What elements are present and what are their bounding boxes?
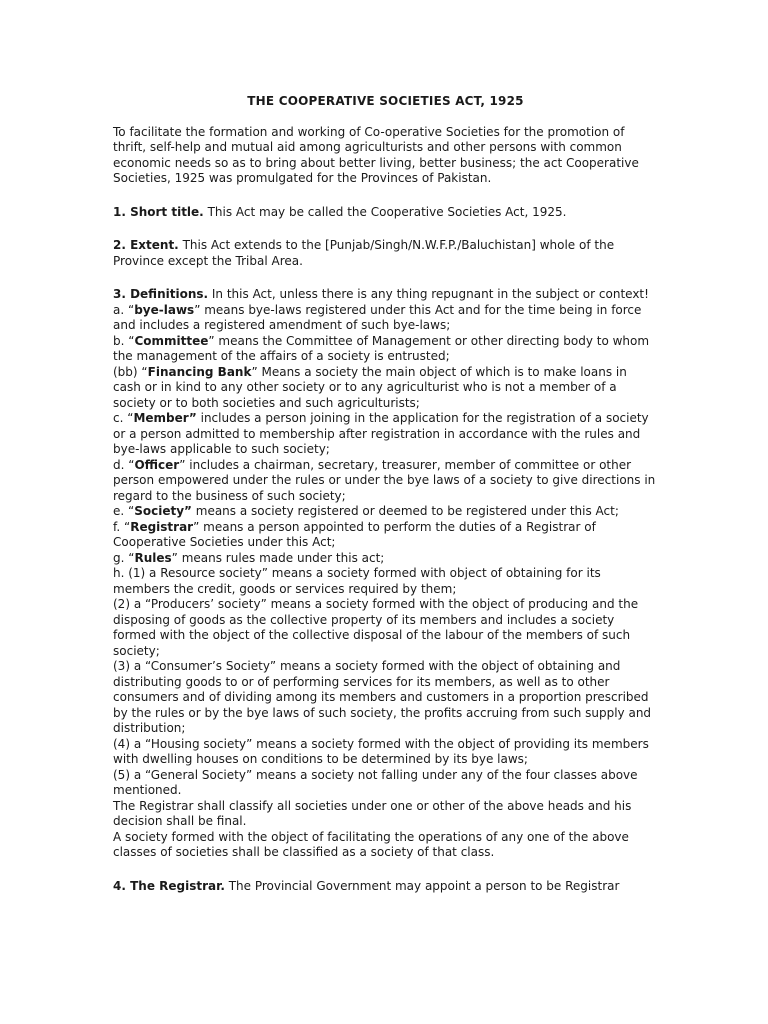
- section-4-heading: 4. The Registrar.: [113, 878, 225, 893]
- section-1-text: This Act may be called the Cooperative Societies Act, 1925.: [203, 204, 567, 219]
- section-1-short-title: [113, 205, 658, 221]
- section-1-heading: 1. Short title.: [113, 204, 204, 219]
- preamble-paragraph: To facilitate the formation and working of Co-operative Societies for the promotion of thrift, self-help and mutual aid among agriculturists and other persons with common economic needs so as to bring about better living, better business; the act Cooperative Societies, 1925 was promulgated for the Provinces of Pakistan.: [113, 124, 639, 185]
- definition-consumers-society: (3) a “Consumer’s Society” means a society formed with the object of obtaining and distributing goods to or of performing services for its members, as well as to other consumers and of dividing among its members and customers in a proportion prescribed by the rules or by the bye laws of such society, the profits accruing from such supply and distribution;: [113, 659, 652, 735]
- definition-prefix: a. “: [113, 302, 135, 317]
- definition-society: [113, 504, 658, 520]
- document-page: [113, 94, 658, 912]
- definition-housing-society: (4) a “Housing society” means a society formed with the object of providing its members with dwelling houses on conditions to be determined by its bye laws;: [113, 736, 649, 766]
- definition-text: ” Means a society the main object of which is to make loans in cash or in kind to any other society or to any agriculturist who is not a member of a society or to both societies and such agriculturists;: [113, 364, 627, 410]
- definition-text: means a society registered or deemed to be registered under this Act;: [191, 504, 619, 518]
- definition-term: Society”: [134, 504, 192, 518]
- definition-member: [113, 411, 658, 458]
- definition-committee: [113, 334, 658, 365]
- definition-text: includes a person joining in the application for the registration of a society or a person admitted to membership after registration in accordance with the rules and bye-laws applicable to such society;: [113, 411, 649, 456]
- definition-prefix: f. “: [113, 519, 131, 534]
- definition-rules: [113, 551, 658, 567]
- section-3-heading: 3. Definitions.: [113, 287, 209, 301]
- section-4-text: The Provincial Government may appoint a person to be Registrar: [224, 878, 620, 893]
- definition-prefix: (bb) “: [113, 364, 148, 379]
- definition-text: ” includes a chairman, secretary, treasurer, member of committee or other person empowered under the rules or under the bye laws of a society to give directions in regard to the business of such society;: [113, 457, 656, 503]
- definition-prefix: e. “: [113, 504, 135, 518]
- definition-general-society: (5) a “General Society” means a society not falling under any of the four classes above mentioned.: [113, 767, 638, 797]
- definition-registrar: [113, 520, 658, 551]
- definition-term: bye-laws: [134, 302, 195, 317]
- definition-officer: [113, 458, 658, 505]
- section-2-text: This Act extends to the [Punjab/Singh/N.W.F.P./Baluchistan] whole of the Province except the Tribal Area.: [113, 238, 615, 268]
- section-3-definitions: [113, 287, 658, 861]
- definition-text: ” means rules made under this act;: [171, 550, 385, 565]
- definition-text: ” means bye-laws registered under this Act and for the time being in force and includes a registered amendment of such bye-laws;: [113, 302, 642, 332]
- definition-term: Member”: [133, 411, 197, 425]
- definition-prefix: g. “: [113, 550, 135, 565]
- definition-prefix: b. “: [113, 333, 135, 348]
- definition-term: Rules: [134, 550, 172, 565]
- definition-prefix: d. “: [113, 457, 135, 472]
- definition-financing-bank: [113, 365, 658, 412]
- classification-rule: The Registrar shall classify all societies under one or other of the above heads and his decision shall be final.: [113, 798, 632, 828]
- definition-text: ” means the Committee of Management or other directing body to whom the management of the affairs of a society is entrusted;: [113, 333, 650, 363]
- section-3-intro: [113, 287, 658, 303]
- section-2-extent: [113, 238, 658, 269]
- section-2-heading: 2. Extent.: [113, 238, 179, 252]
- section-3-text: In this Act, unless there is any thing repugnant in the subject or context!: [208, 287, 649, 301]
- definition-term: Committee: [134, 333, 209, 348]
- definition-bye-laws: [113, 303, 658, 334]
- definition-prefix: c. “: [113, 411, 134, 425]
- section-4-registrar: [113, 879, 658, 895]
- document-title: THE COOPERATIVE SOCIETIES ACT, 1925: [247, 94, 524, 108]
- definition-term: Registrar: [130, 519, 194, 534]
- classification-rule-2: A society formed with the object of facilitating the operations of any one of the above classes of societies shall be classified as a society of that class.: [113, 829, 629, 859]
- definition-producers-society: (2) a “Producers’ society” means a society formed with the object of producing and the disposing of goods as the collective property of its members and includes a society formed with the object of the collective disposal of the labour of the members of such society;: [113, 597, 639, 658]
- definition-term: Financing Bank: [147, 364, 252, 379]
- definition-resource-society: h. (1) a Resource society” means a society formed with object of obtaining for its members the credit, goods or services required by them;: [113, 566, 601, 596]
- definition-term: Officer: [134, 457, 180, 472]
- definition-text: ” means a person appointed to perform the duties of a Registrar of Cooperative Societies under this Act;: [113, 519, 596, 549]
